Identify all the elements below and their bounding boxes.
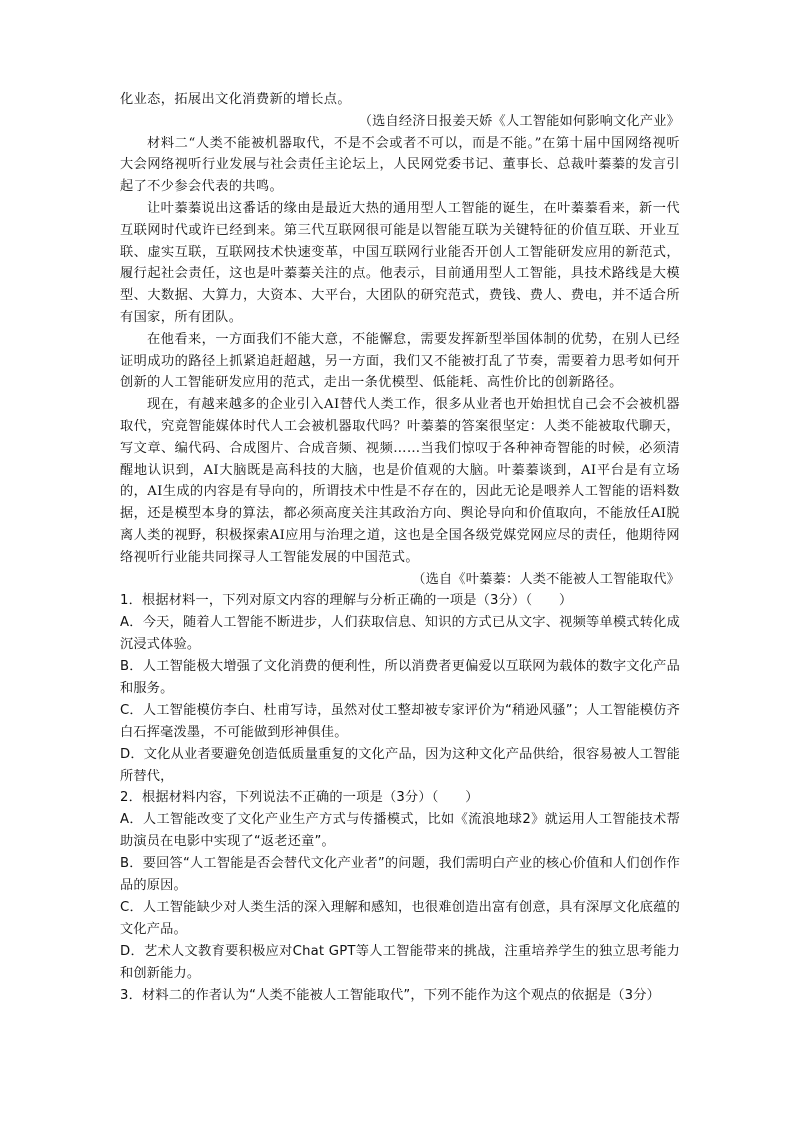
material-one-tail: 化业态，拓展出文化消费新的增长点。 [120, 92, 351, 107]
question-2-option-d: D．艺术人文教育要积极应对Chat GPT等人工智能带来的挑战，注重培养学生的独立思考能力和创新能力。 [120, 943, 680, 981]
question-3-stem: 3．材料二的作者认为“人类不能被人工智能取代”，下列不能作为这个观点的依据是（3分） [120, 987, 660, 1003]
material-two-paragraph: 材料二“人类不能被机器取代，不是不会或者不可以，而是不能。”在第十届中国网络视听大会网络视听行业发展与社会责任主论坛上，人民网党委书记、董事长、总裁叶蓁蓁的发言引起了不少参会代表的共鸣。 [120, 135, 680, 195]
page-content [120, 89, 680, 1007]
material-two-paragraph: 现在，有越来越多的企业引入AI替代人类工作，很多从业者也开始担忧自己会不会被机器取代，究竟智能媒体时代人工会被机器取代吗？叶蓁蓁的答案很坚定：人类不能被取代聊天，写文章、编代码、合成图片、合成音频、视频……当我们惊叹于各种神奇智能的时候，必须清醒地认识到，AI大脑既是高科技的大脑，也是价值观的大脑。叶蓁蓁谈到，AI平台是有立场的，AI生成的内容是有导向的，所谓技术中性是不存在的，因此无论是喂养人工智能的语料数据，还是模型本身的算法，都必须高度关注其政治方向、舆论导向和价值取向，不能放任AI脱离人类的视野，积极探索AI应用与治理之道，这也是全国各级党媒党网应尽的责任，他期待网络视听行业能共同探寻人工智能发展的中国范式。 [120, 397, 680, 565]
question-2-option-a: A．人工智能改变了文化产业生产方式与传播模式，比如《流浪地球2》就运用人工智能技术帮助演员在电影中实现了“返老还童”。 [120, 812, 680, 850]
question-1-option-b: B．人工智能极大增强了文化消费的便利性，所以消费者更偏爱以互联网为载体的数字文化产品和服务。 [120, 659, 680, 696]
question-1-option-d: D．文化从业者要避免创造低质量重复的文化产品，因为这种文化产品供给，很容易被人工智能所替代， [120, 746, 680, 784]
question-1-stem: 1．根据材料一，下列对原文内容的理解与分析正确的一项是（3分）（ ） [120, 593, 573, 609]
question-2-option-b: B．要回答“人工智能是否会替代文化产业者”的问题，我们需明白产业的核心价值和人们创作作品的原因。 [120, 856, 680, 894]
source-citation-one: （选自经济日报姜天娇《人工智能如何影响文化产业》 [358, 113, 680, 129]
question-2-stem: 2．根据材料内容，下列说法不正确的一项是（3分）（ ） [120, 790, 479, 806]
material-two-paragraph: 在他看来，一方面我们不能大意，不能懈怠，需要发挥新型举国体制的优势，在别人已经证明成功的路径上抓紧追赶超越，另一方面，我们又不能被打乱了节奏，需要着力思考如何开创新的人工智能研发应用的范式，走出一条优模型、低能耗、高性价比的创新路径。 [120, 331, 680, 391]
question-1-option-a: A．今天，随着人工智能不断进步，人们获取信息、知识的方式已从文字、视频等单模式转化成沉浸式体验。 [120, 615, 680, 653]
question-1-option-c: C．人工智能模仿李白、杜甫写诗，虽然对仗工整却被专家评价为“稍逊风骚”；人工智能模仿齐白石挥毫泼墨，不可能做到形神俱佳。 [120, 702, 680, 740]
source-citation-two: （选自《叶蓁蓁：人类不能被人工智能取代》 [412, 571, 680, 587]
material-two-paragraph: 让叶蓁蓁说出这番话的缘由是最近大热的通用型人工智能的诞生，在叶蓁蓁看来，新一代互联网时代或许已经到来。第三代互联网很可能是以智能互联为关键特征的价值互联、开业互联、虚实互联，互联网技术快速变革，中国互联网行业能否开创人工智能研发应用的新范式，履行起社会责任，这也是叶蓁蓁关注的点。他表示，目前通用型人工智能，具技术路线是大模型、大数据、大算力，大资本、大平台，大团队的研究范式，费钱、费人、费电，并不适合所有国家，所有团队。 [120, 200, 680, 325]
question-2-option-c: C．人工智能缺少对人类生活的深入理解和感知，也很难创造出富有创意，具有深厚文化底蕴的文化产品。 [120, 900, 680, 937]
